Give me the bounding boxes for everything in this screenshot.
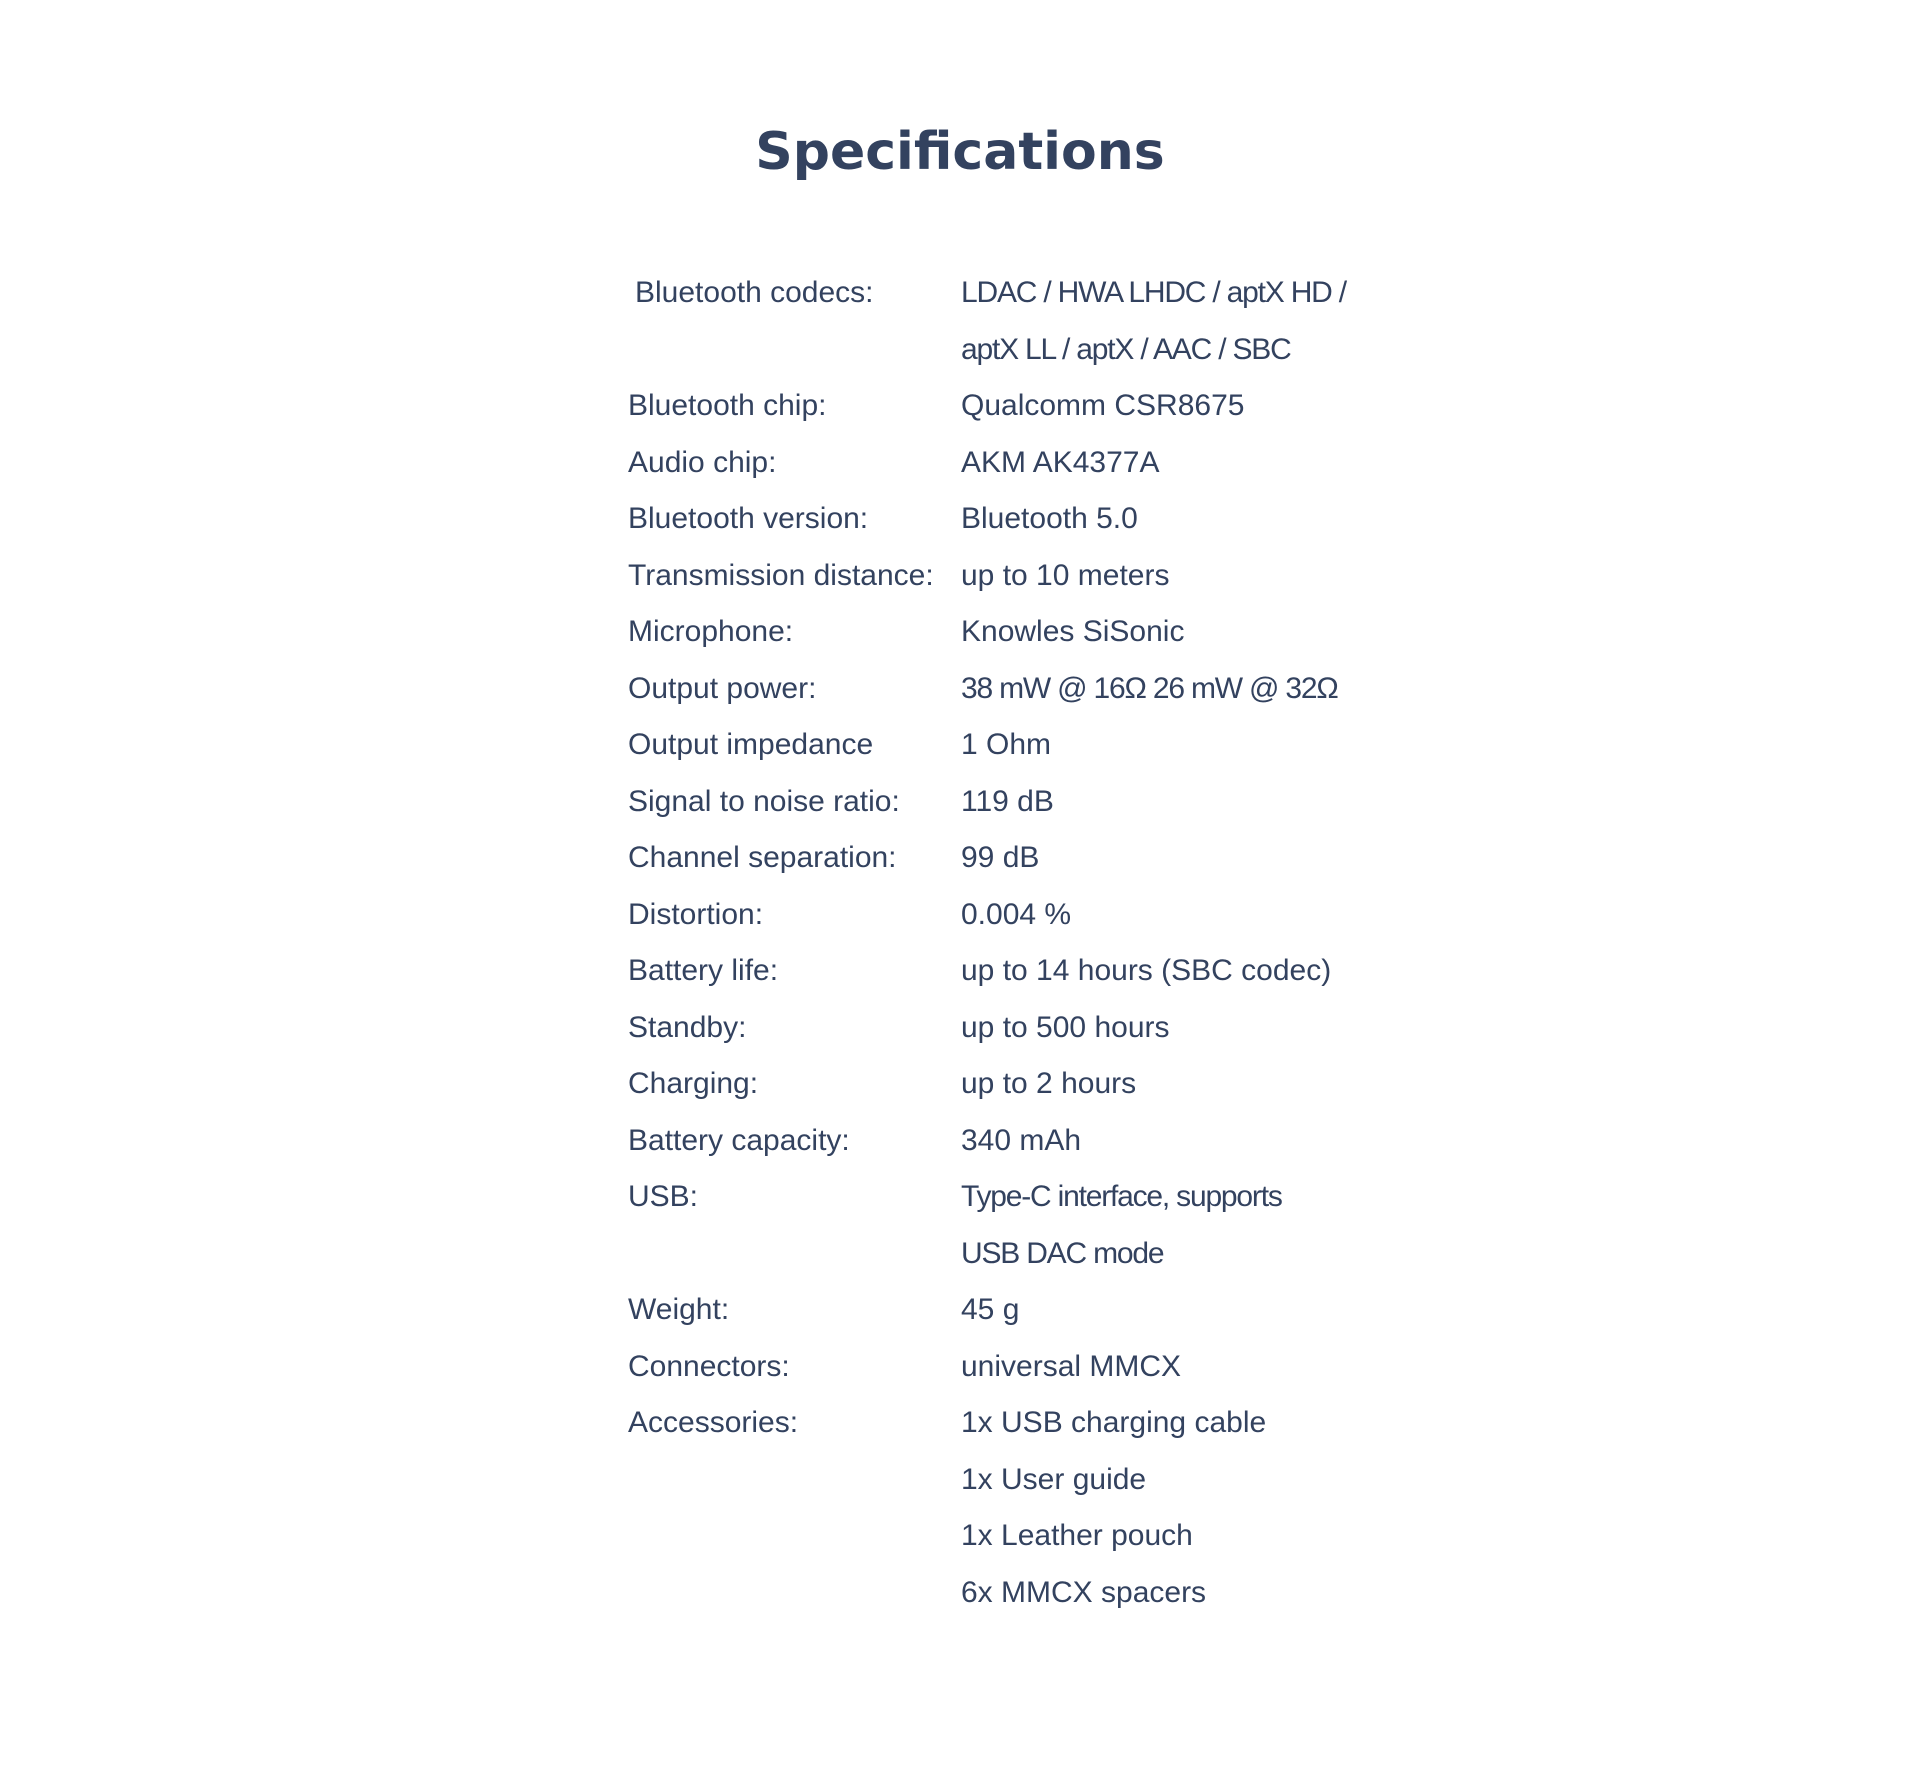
spec-row-audio-chip [628, 435, 1348, 492]
spec-values [961, 1282, 1348, 1339]
spec-label: Charging: [628, 1067, 759, 1100]
spec-row-accessories [628, 1395, 1348, 1621]
spec-label: Battery capacity: [628, 1123, 850, 1157]
spec-values [961, 943, 1348, 1000]
spec-label: Bluetooth chip: [628, 389, 827, 422]
spec-row-transmission-distance [628, 548, 1348, 605]
spec-label: Channel separation: [628, 841, 897, 874]
spec-label: Standby: [628, 1010, 747, 1044]
spec-value: 0.004 % [961, 897, 1072, 931]
spec-values [961, 491, 1348, 548]
spec-values [961, 830, 1348, 887]
spec-row-charging [628, 1056, 1348, 1113]
spec-value: 6x MMCX spacers [961, 1575, 1207, 1609]
spec-value: Bluetooth 5.0 [961, 502, 1138, 535]
spec-row-battery-life [628, 943, 1348, 1000]
spec-label: Signal to noise ratio: [628, 784, 900, 818]
spec-row-connectors [628, 1339, 1348, 1396]
spec-value: 119 dB [961, 784, 1054, 818]
spec-label: USB: [628, 1180, 699, 1213]
spec-value: up to 2 hours [961, 1067, 1137, 1100]
spec-values [961, 1169, 1348, 1282]
spec-values [961, 1000, 1348, 1057]
spec-row-usb [628, 1169, 1348, 1282]
page-title: Specifications [755, 122, 1165, 182]
spec-value: Qualcomm CSR8675 [961, 389, 1245, 422]
spec-label: Bluetooth codecs: [635, 276, 874, 309]
spec-value: universal MMCX [961, 1349, 1182, 1383]
spec-label: Connectors: [628, 1349, 790, 1383]
spec-values [961, 604, 1348, 661]
spec-label: Weight: [628, 1293, 730, 1326]
spec-values [961, 1113, 1348, 1170]
spec-values [961, 1339, 1348, 1396]
spec-value: LDAC / HWA LHDC / aptX HD / [961, 276, 1346, 309]
spec-label: Battery life: [628, 954, 779, 987]
spec-values [961, 1395, 1348, 1621]
spec-values [961, 435, 1348, 492]
spec-value: up to 500 hours [961, 1010, 1170, 1044]
spec-row-bluetooth-codecs [628, 265, 1348, 378]
spec-values [961, 774, 1348, 831]
spec-values [961, 548, 1348, 605]
spec-value: 38 mW @ 16Ω 26 mW @ 32Ω [961, 671, 1338, 705]
spec-value: up to 14 hours (SBC codec) [961, 954, 1332, 987]
spec-value: aptX LL / aptX / AAC / SBC [961, 332, 1291, 366]
spec-values [961, 661, 1348, 718]
spec-value: 99 dB [961, 841, 1040, 874]
spec-value: 1x USB charging cable [961, 1406, 1267, 1439]
spec-value: 340 mAh [961, 1123, 1082, 1157]
spec-values [961, 378, 1348, 435]
spec-label: Output power: [628, 671, 817, 705]
spec-row-output-impedance [628, 717, 1348, 774]
spec-row-microphone [628, 604, 1348, 661]
spec-value: 45 g [961, 1293, 1020, 1326]
spec-row-channel-separation [628, 830, 1348, 887]
spec-label: Audio chip: [628, 445, 777, 479]
spec-value: 1x User guide [961, 1462, 1147, 1496]
spec-value: USB DAC mode [961, 1236, 1164, 1270]
spec-row-signal-to-noise-ratio [628, 774, 1348, 831]
spec-values [961, 887, 1348, 944]
spec-values [961, 1056, 1348, 1113]
spec-row-distortion [628, 887, 1348, 944]
spec-label: Output impedance [628, 728, 874, 761]
spec-row-weight [628, 1282, 1348, 1339]
spec-value: up to 10 meters [961, 558, 1170, 592]
spec-row-battery-capacity [628, 1113, 1348, 1170]
spec-value: Type-C interface, supports [961, 1180, 1282, 1213]
spec-label: Microphone: [628, 615, 794, 648]
spec-value: 1x Leather pouch [961, 1519, 1193, 1552]
specifications-table [628, 265, 1348, 1621]
spec-values [961, 265, 1348, 378]
spec-row-bluetooth-chip [628, 378, 1348, 435]
spec-label: Bluetooth version: [628, 502, 869, 535]
spec-row-bluetooth-version [628, 491, 1348, 548]
spec-values [961, 717, 1348, 774]
spec-value: 1 Ohm [961, 728, 1052, 761]
spec-label: Accessories: [628, 1406, 799, 1439]
spec-row-output-power [628, 661, 1348, 718]
spec-value: AKM AK4377A [961, 445, 1160, 479]
spec-value: Knowles SiSonic [961, 615, 1185, 648]
spec-label: Transmission distance: [628, 558, 934, 592]
spec-label: Distortion: [628, 897, 764, 931]
spec-row-standby [628, 1000, 1348, 1057]
